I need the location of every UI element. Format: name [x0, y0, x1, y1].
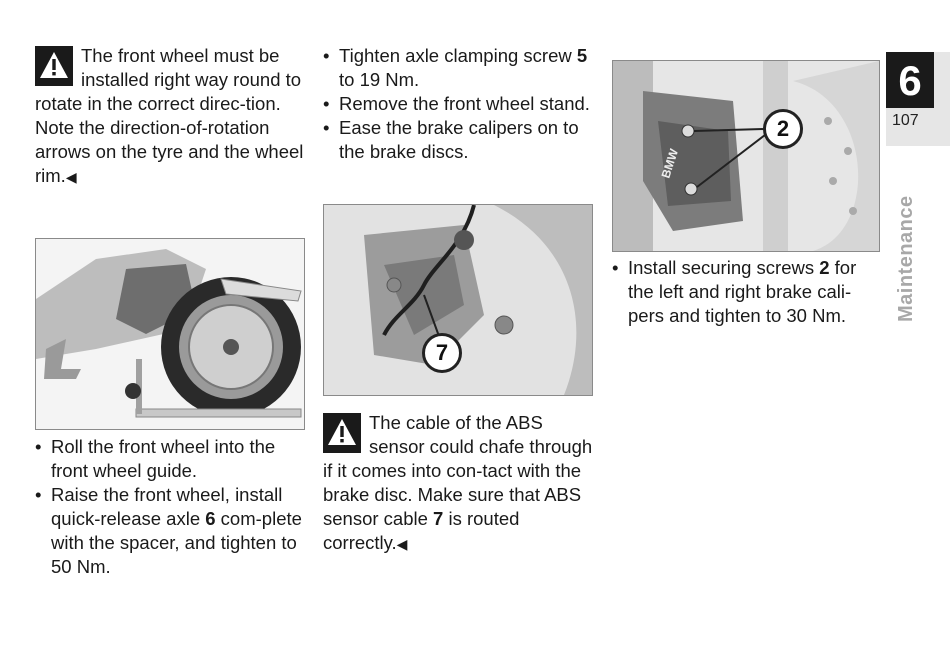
step-remove-stand: • Remove the front wheel stand. [323, 92, 593, 116]
column-1 [35, 44, 305, 189]
chapter-number: 6 [886, 52, 934, 108]
column-2 [323, 44, 593, 164]
step-tighten-screw: • Tighten axle clamping screw 5 to 19 Nm. [323, 44, 593, 92]
warning-front-wheel [35, 44, 305, 189]
warning-note: Note the direction-of-rotation arrows on the tyre and the wheel rim.◀ [35, 117, 304, 186]
warning-abs-cable [323, 411, 593, 556]
callout-7: 7 [422, 333, 462, 373]
end-mark-icon: ◀ [396, 536, 408, 552]
step-roll-wheel: • Roll the front wheel into the front wheel guide. [35, 435, 305, 483]
column-1-steps [35, 435, 305, 579]
step-ease-calipers: • Ease the brake calipers on to the brake discs. [323, 116, 593, 164]
figure-front-wheel-stand [35, 238, 305, 430]
column-3-steps [612, 256, 882, 328]
section-label: Maintenance [895, 195, 917, 322]
callout-2: 2 [763, 109, 803, 149]
end-mark-icon: ◀ [65, 169, 77, 185]
step-install-axle: • Raise the front wheel, install quick-release axle 6 com-plete with the spacer, and tighten to 50 Nm. [35, 483, 305, 579]
warning-text: The front wheel must be installed right way round to rotate in the correct direc-tion. [35, 45, 302, 114]
warning-triangle-icon [35, 46, 73, 86]
warning-block [323, 411, 593, 556]
figure-brake-caliper [612, 60, 880, 252]
page-number: 107 [892, 112, 919, 129]
warning-triangle-icon [323, 413, 361, 453]
warning-abs-text: The cable of the ABS sensor could chafe through if it comes into con-tact with the brake disc. Make sure that ABS sensor cable 7 is routed correctly.◀ [323, 412, 593, 553]
step-install-screws: • Install securing screws 2 for the left and right brake cali-pers and tighten to 30 Nm. [612, 256, 882, 328]
caliper-brand-label: BMW [658, 147, 682, 180]
figure-abs-sensor [323, 204, 593, 396]
